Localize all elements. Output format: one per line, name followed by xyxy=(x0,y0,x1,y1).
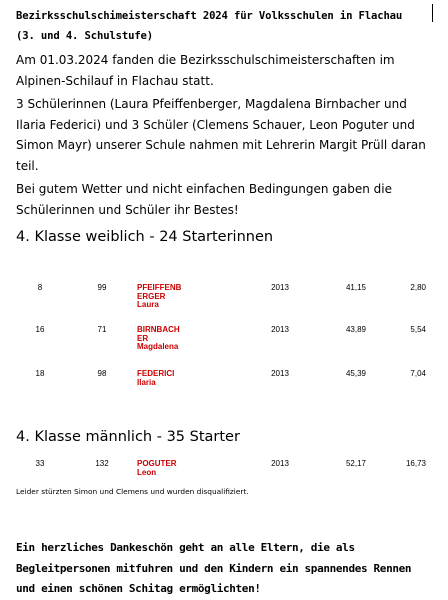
name-cell xyxy=(137,460,197,477)
birth-year-cell: 2013 xyxy=(271,283,289,292)
paragraph-line: Simon Mayr) unserer Schule nahmen mit Lehrerin Margit Prüll daran xyxy=(16,138,426,152)
text-cursor-bar xyxy=(432,4,433,22)
birth-year-cell: 2013 xyxy=(271,369,289,378)
rank-cell: 18 xyxy=(35,369,45,378)
name-line: BIRNBACH xyxy=(137,325,180,334)
closing-line: Begleitpersonen mitfuhren und den Kindern ein spannendes Rennen xyxy=(16,561,412,575)
disqualification-note: Leider stürzten Simon und Clemens und wurden disqualifiziert. xyxy=(16,487,249,496)
time-cell: 43,89 xyxy=(345,325,366,334)
closing-line: und einen schönen Schitag ermöglichten! xyxy=(16,582,261,595)
rank-cell: 8 xyxy=(37,283,43,292)
gap-cell: 2,80 xyxy=(410,283,426,292)
gap-cell: 5,54 xyxy=(410,325,426,334)
time-cell: 41,15 xyxy=(345,283,366,292)
start-number-cell: 132 xyxy=(95,459,109,468)
name-line: Laura xyxy=(137,300,159,309)
name-line: POGUTER xyxy=(137,459,177,468)
name-cell xyxy=(137,370,197,387)
gap-cell: 7,04 xyxy=(410,369,426,378)
name-cell xyxy=(137,284,197,310)
name-line: Magdalena xyxy=(137,342,179,351)
birth-year-cell: 2013 xyxy=(271,325,289,334)
boys-heading: 4. Klasse männlich - 35 Starter xyxy=(16,429,240,445)
title-line-1: Bezirksschulschimeisterschaft 2024 für Volksschulen in Flachau xyxy=(16,10,403,22)
birth-year-cell: 2013 xyxy=(271,459,289,468)
paragraph-line: Schülerinnen und Schüler ihr Bestes! xyxy=(16,202,239,217)
paragraph-line: 3 Schülerinnen (Laura Pfeiffenberger, Magdalena Birnbacher und xyxy=(16,97,407,111)
name-line: PFEIFFENB xyxy=(137,283,182,292)
name-line: FEDERICI xyxy=(137,369,175,378)
rank-cell: 16 xyxy=(35,325,45,334)
name-line: Leon xyxy=(137,467,157,477)
closing-line: Ein herzliches Dankeschön geht an alle Eltern, die als xyxy=(16,541,355,554)
rank-cell: 33 xyxy=(35,459,45,468)
closing-message xyxy=(16,538,436,600)
start-number-cell: 71 xyxy=(97,325,107,334)
time-cell: 52,17 xyxy=(345,459,366,468)
start-number-cell: 98 xyxy=(97,369,107,378)
name-line: Ilaria xyxy=(137,377,156,387)
paragraph-line: Bei gutem Wetter und nicht einfachen Bedingungen gaben die xyxy=(16,182,393,196)
paragraph-line: Alpinen-Schilauf in Flachau statt. xyxy=(16,73,214,88)
time-cell: 45,39 xyxy=(345,369,366,378)
page-title xyxy=(16,6,426,46)
paragraph-participants xyxy=(16,94,436,176)
start-number-cell: 99 xyxy=(97,283,107,292)
gap-cell: 16,73 xyxy=(405,459,426,468)
paragraph-intro xyxy=(16,50,436,91)
paragraph-line: Ilaria Federici) und 3 Schüler (Clemens Schauer, Leon Poguter und xyxy=(16,117,415,132)
name-line: ERGER xyxy=(137,291,166,301)
girls-heading: 4. Klasse weiblich - 24 Starterinnen xyxy=(16,229,274,245)
paragraph-weather xyxy=(16,179,436,220)
paragraph-line: teil. xyxy=(16,158,39,173)
title-line-2: (3. und 4. Schulstufe) xyxy=(16,30,154,42)
paragraph-line: Am 01.03.2024 fanden die Bezirksschulschimeisterschaften im xyxy=(16,53,395,67)
name-cell xyxy=(137,326,197,352)
name-line: ER xyxy=(137,333,149,343)
